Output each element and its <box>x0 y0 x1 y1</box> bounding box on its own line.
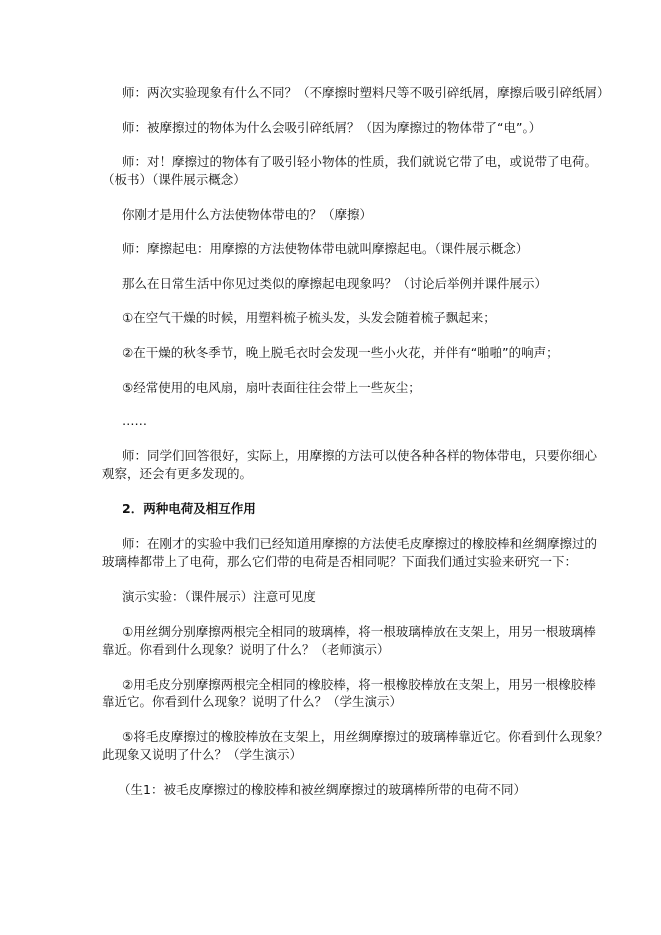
list-item: ⑤经常使用的电风扇，扇叶表面往往会带上一些灰尘； <box>122 380 421 395</box>
paragraph-line: 玻璃棒都带上了电荷，那么它们带的电荷是否相同呢？下面我们通过实验来研究一下： <box>102 554 578 569</box>
paragraph-line: 观察，还会有更多发现的。 <box>102 466 253 481</box>
paragraph-line: 师：同学们回答很好，实际上，用摩擦的方法可以使各种各样的物体带电，只要你细心 <box>122 448 598 463</box>
list-item: ②用毛皮分别摩擦两根完全相同的橡胶棒，将一根橡胶棒放在支架上，用另一根橡胶棒 <box>122 677 596 692</box>
list-item: ②在干燥的秋冬季节，晚上脱毛衣时会发现一些小火花，并伴有“啪啪”的响声； <box>122 345 559 360</box>
paragraph-line: 你刚才是用什么方法使物体带电的？（摩擦） <box>122 207 373 222</box>
paragraph-line: 师：在刚才的实验中我们已经知道用摩擦的方法使毛皮摩擦过的橡胶棒和丝绸摩擦过的 <box>122 536 598 551</box>
paragraph-line: 演示实验：（课件展示）注意可见度 <box>122 589 316 604</box>
list-item: 此现象又说明了什么？（学生演示） <box>102 747 303 762</box>
ellipsis-line: …… <box>122 413 147 428</box>
section-heading: 2．两种电荷及相互作用 <box>122 501 256 516</box>
paragraph-line: 师：被摩擦过的物体为什么会吸引碎纸屑？（因为摩擦过的物体带了“电”。） <box>122 120 542 135</box>
list-item: 靠近它。你看到什么现象？说明了什么？（学生演示） <box>102 694 403 709</box>
list-item: 靠近。你看到什么现象？说明了什么？（老师演示） <box>102 642 390 657</box>
list-item: ①在空气干燥的时候，用塑料梳子梳头发，头发会随着梳子飘起来； <box>122 310 496 325</box>
paragraph-line: 那么在日常生活中你见过类似的摩擦起电现象吗？（讨论后举例并课件展示） <box>122 276 548 291</box>
paragraph-line: （生1：被毛皮摩擦过的橡胶棒和被丝绸摩擦过的玻璃棒所带的电荷不同） <box>118 782 526 797</box>
paragraph-line: 师：对！摩擦过的物体有了吸引轻小物体的性质，我们就说它带了电，或说带了电荷。 <box>122 154 598 169</box>
paragraph-line: 师：两次实验现象有什么不同？（不摩擦时塑料尺等不吸引碎纸屑，摩擦后吸引碎纸屑） <box>122 85 610 100</box>
list-item: ①用丝绸分别摩擦两根完全相同的玻璃棒，将一根玻璃棒放在支架上，用另一根玻璃棒 <box>122 624 596 639</box>
paragraph-line: （板书）（课件展示概念） <box>102 172 246 187</box>
list-item: ⑤将毛皮摩擦过的橡胶棒放在支架上，用丝绸摩擦过的玻璃棒靠近它。你看到什么现象？ <box>122 729 609 744</box>
paragraph-line: 师：摩擦起电：用摩擦的方法使物体带电就叫摩擦起电。（课件展示概念） <box>122 241 529 256</box>
